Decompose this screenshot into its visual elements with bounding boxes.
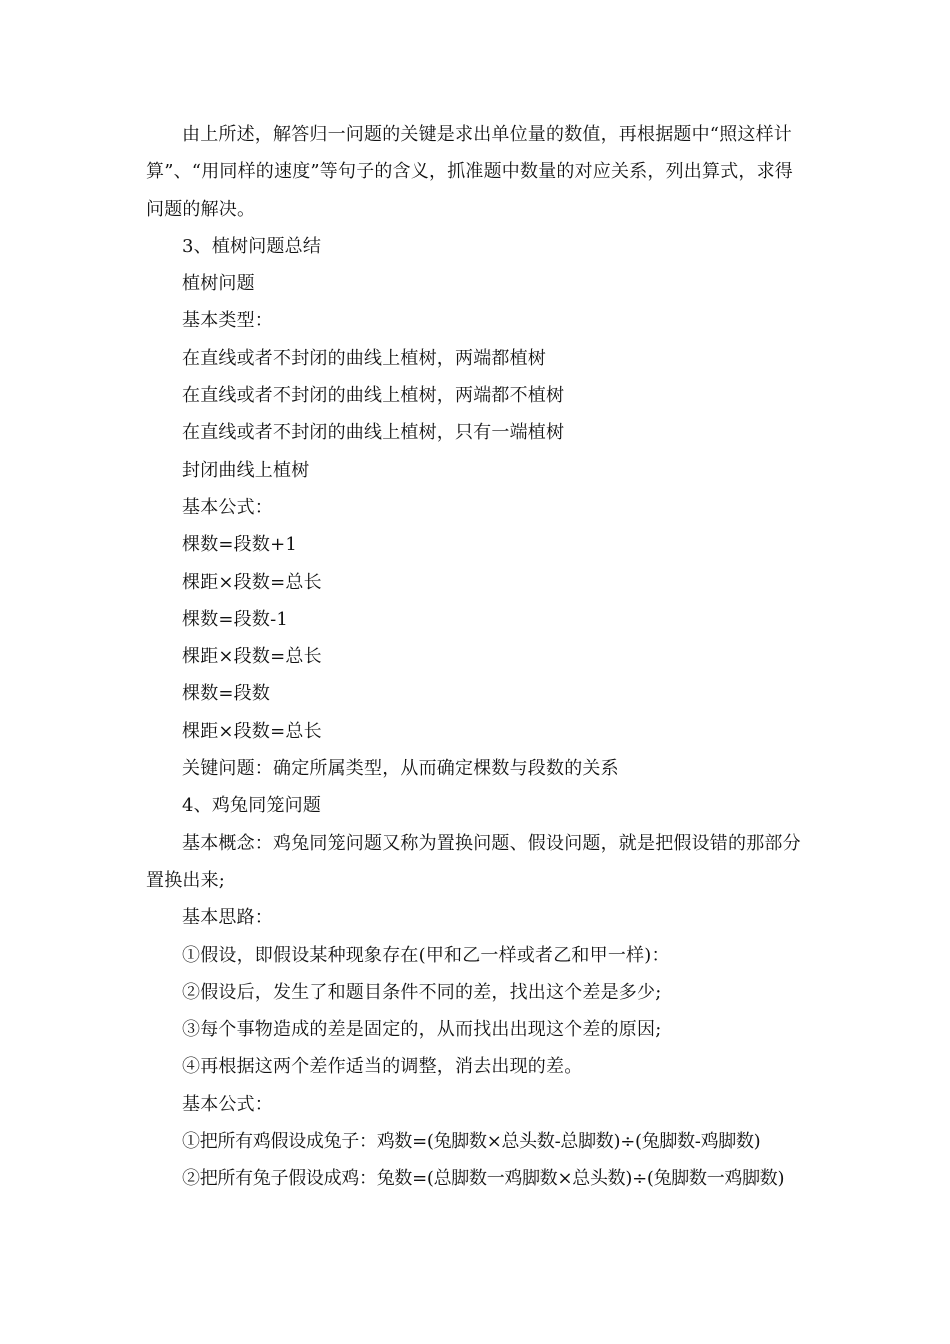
approach-step: ①假设，即假设某种现象存在(甲和乙一样或者乙和甲一样)： (182, 944, 670, 966)
formula-line: 棵距×段数=总长 (182, 646, 322, 668)
label-basic-formulas: 基本公式： (182, 1093, 273, 1115)
paragraph-summary: 由上所述，解答归一问题的关键是求出单位量的数值，再根据题中“照这样计算”、“用同样的速度”等句子的含义，抓准题中数量的对应关系，列出算式，求得问题的解决。 (146, 124, 794, 220)
formula-rabbit: ②把所有兔子假设成鸡：兔数=(总脚数一鸡脚数×总头数)÷(兔脚数一鸡脚数) (182, 1168, 785, 1190)
formula-line: 棵数=段数 (182, 683, 271, 705)
approach-step: ③每个事物造成的差是固定的，从而找出出现这个差的原因; (182, 1019, 662, 1041)
approach-step: ④再根据这两个差作适当的调整，消去出现的差。 (182, 1056, 583, 1078)
type-no-ends: 在直线或者不封闭的曲线上植树，两端都不植树 (182, 385, 565, 407)
formula-line: 棵数=段数+1 (182, 534, 298, 556)
section-heading-chicken-rabbit: 4、鸡兔同笼问题 (182, 795, 322, 817)
type-closed-curve: 封闭曲线上植树 (182, 459, 310, 481)
key-question: 关键问题：确定所属类型，从而确定棵数与段数的关系 (182, 758, 619, 780)
approach-step: ②假设后，发生了和题目条件不同的差，找出这个差是多少; (182, 981, 662, 1003)
label-basic-types: 基本类型： (182, 310, 273, 332)
label-basic-approach: 基本思路： (182, 907, 273, 929)
type-one-end: 在直线或者不封闭的曲线上植树，只有一端植树 (182, 422, 565, 444)
type-both-ends: 在直线或者不封闭的曲线上植树，两端都植树 (182, 347, 546, 369)
formula-line: 棵距×段数=总长 (182, 571, 322, 593)
label-basic-formulas: 基本公式： (182, 496, 273, 518)
formula-line: 棵数=段数-1 (182, 608, 289, 630)
paragraph-basic-concept: 基本概念：鸡兔同笼问题又称为置换问题、假设问题，就是把假设错的那部分置换出来; (146, 832, 801, 891)
document-body (146, 116, 810, 1198)
formula-chicken: ①把所有鸡假设成兔子：鸡数=(兔脚数×总头数-总脚数)÷(兔脚数-鸡脚数) (182, 1131, 761, 1153)
subheading-tree-planting: 植树问题 (182, 273, 255, 295)
section-heading-tree-planting: 3、植树问题总结 (182, 235, 322, 257)
formula-line: 棵距×段数=总长 (182, 720, 322, 742)
